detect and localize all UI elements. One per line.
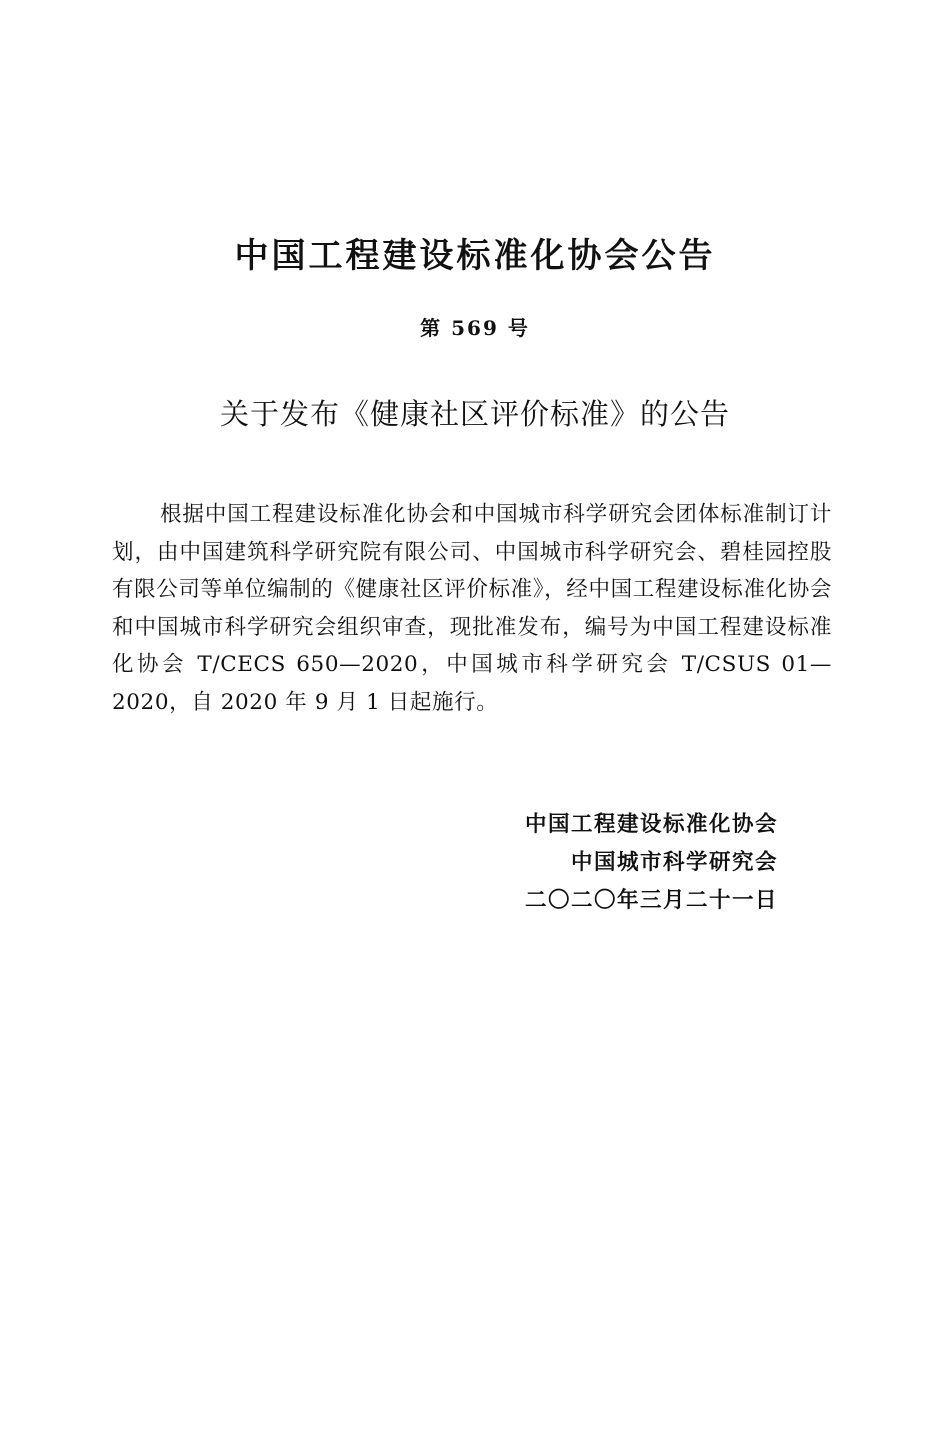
announcement-number: 第 569 号 — [420, 316, 530, 340]
announcement-title: 中国工程建设标准化协会公告 — [234, 236, 716, 276]
signature-block — [525, 806, 778, 920]
announcement-subject: 关于发布《健康社区评价标准》的公告 — [219, 397, 730, 431]
signatory-cecs: 中国工程建设标准化协会 — [524, 812, 778, 837]
signatory-csus: 中国城市科学研究会 — [570, 850, 778, 875]
announcement-body: 根据中国工程建设标准化协会和中国城市科学研究会团体标准制订计划，由中国建筑科学研究院有限公司、中国城市科学研究会、碧桂园控股有限公司等单位编制的《健康社区评价标准》，经中国工程建设标准化协会和中国城市科学研究会组织审查，现批准发布，编号为中国工程建设标准化协会 T/CECS 650—2020，中国城市科学研究会 T/CSUS 01—2020，自 2020 年 9 月 1 日起施行。 — [112, 502, 832, 715]
announcement-date: 二〇二〇年三月二十一日 — [524, 888, 778, 913]
